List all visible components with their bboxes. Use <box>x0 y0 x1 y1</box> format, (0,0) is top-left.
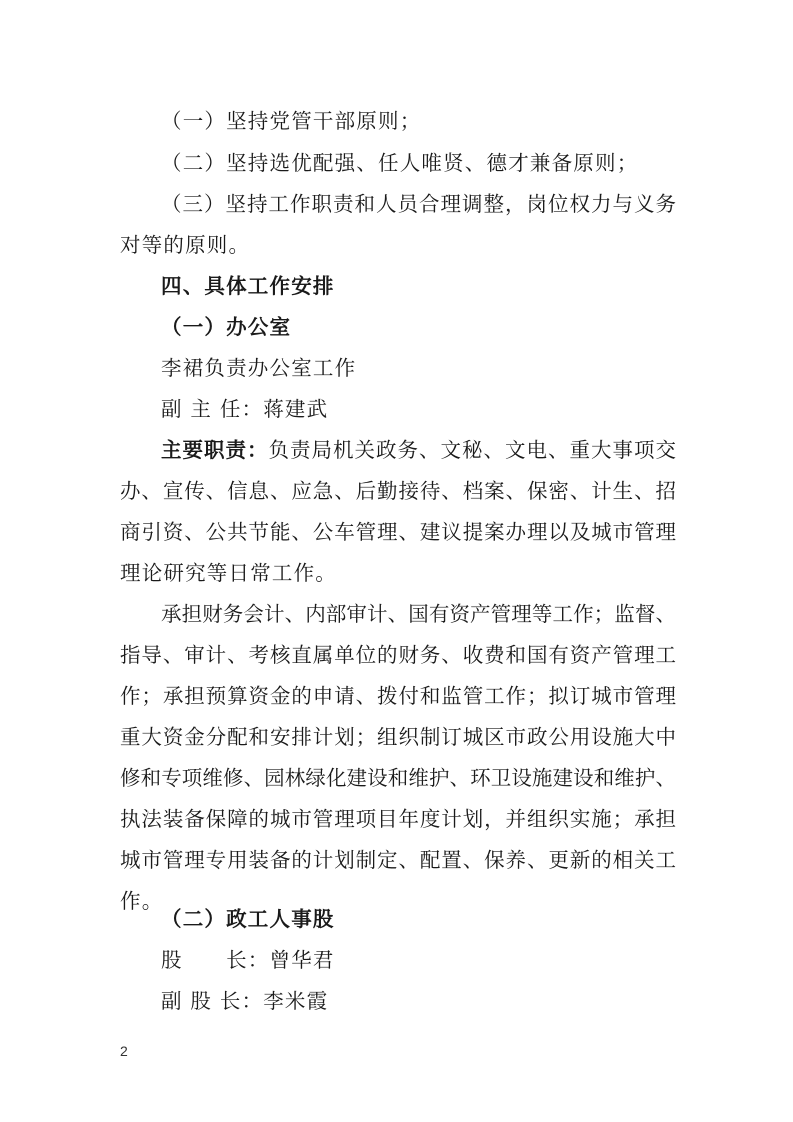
office-lead: 李裙负责办公室工作 <box>161 356 357 380</box>
finance-line-5: 修和专项维修、园林绿化建设和维护、环卫设施建设和维护、 <box>120 766 676 790</box>
finance-line-8: 作。 <box>120 889 164 913</box>
finance-line-6: 执法装备保障的城市管理项目年度计划，并组织实施；承担 <box>120 807 676 831</box>
duties-text: 负责局机关政务、文秘、文电、重大事项交 <box>268 438 676 462</box>
personnel-heading: （二）政工人事股 <box>161 907 335 931</box>
office-duties-line-3: 商引资、公共节能、公车管理、建议提案办理以及城市管理 <box>120 520 676 544</box>
office-duties-line-4: 理论研究等日常工作。 <box>120 561 337 585</box>
duties-label: 主要职责： <box>161 438 269 462</box>
office-duties-line-1 <box>161 436 676 464</box>
principle-2: （二）坚持选优配强、任人唯贤、德才兼备原则； <box>161 151 639 175</box>
personnel-deputy: 副 股 长：李米霞 <box>161 989 329 1013</box>
finance-line-4: 重大资金分配和安排计划；组织制订城区市政公用设施大中 <box>120 725 676 749</box>
chief-name: 曾华君 <box>269 948 335 972</box>
principle-3-line-2: 对等的原则。 <box>120 233 251 257</box>
office-deputy: 副 主 任：蒋建武 <box>161 397 329 421</box>
office-heading: （一）办公室 <box>161 315 292 339</box>
finance-line-1: 承担财务会计、内部审计、国有资产管理等工作；监督、 <box>161 602 676 626</box>
principle-3-line-1: （三）坚持工作职责和人员合理调整，岗位权力与义务 <box>161 192 676 216</box>
chief-label: 股 长： <box>161 948 270 972</box>
personnel-chief <box>161 946 676 974</box>
finance-line-3: 作；承担预算资金的申请、拨付和监管工作；拟订城市管理 <box>120 684 676 708</box>
finance-line-2: 指导、审计、考核直属单位的财务、收费和国有资产管理工 <box>120 643 676 667</box>
principle-1: （一）坚持党管干部原则； <box>161 109 422 133</box>
office-duties-line-2: 办、宣传、信息、应急、后勤接待、档案、保密、计生、招 <box>120 479 676 503</box>
section-4-heading: 四、具体工作安排 <box>161 274 335 298</box>
finance-line-7: 城市管理专用装备的计划制定、配置、保养、更新的相关工 <box>120 848 676 872</box>
page-number: 2 <box>120 1043 128 1059</box>
